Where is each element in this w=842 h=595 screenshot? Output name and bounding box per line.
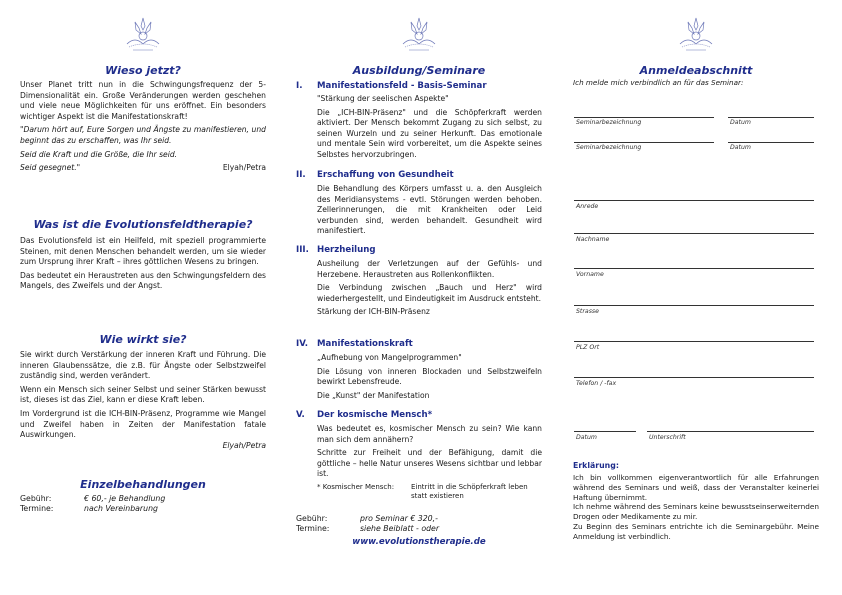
date-field-1[interactable]	[728, 117, 814, 118]
plz-ort-field[interactable]	[574, 341, 814, 342]
seminar-dates-row	[296, 524, 542, 534]
lotus-logo-icon	[123, 14, 163, 54]
seminar-2-title: Erschaffung von Gesundheit	[317, 170, 454, 180]
lotus-logo-icon	[676, 14, 716, 54]
heading-anmeldeabschnitt: Anmeldeabschnitt	[639, 64, 753, 77]
seminar-3-number: III.	[296, 245, 309, 255]
column-anmeldung	[573, 0, 819, 595]
seminar-5-heading	[296, 410, 542, 421]
seminar-2	[296, 170, 542, 240]
wieso-paragraph: Unser Planet tritt nun in die Schwingungsfrequenz der 5-Dimensionalität ein. Große Veränderungen werden geschehen und viele neue Möglichkeiten für uns eröffnet. Ein besonders wichtiger Aspekt ist die Manifestationskraft!	[20, 80, 266, 121]
seminar-4	[296, 339, 542, 404]
plz-ort-label: PLZ Ort	[576, 344, 600, 351]
einzel-fee-row	[20, 494, 266, 504]
nachname-field[interactable]	[574, 233, 814, 234]
column-seminare	[296, 0, 542, 595]
seminar-3-text-2: Die Verbindung zwischen „Bauch und Herz" wird wiederhergestellt, und Eindeutigkeit im Ausdruck entsteht.	[317, 283, 542, 303]
erklaerung-heading: Erklärung:	[573, 461, 619, 470]
erklaerung-text-2: Ich nehme während des Seminars keine bewusstseinserweiternden Drogen oder Medikamente zu mir.	[573, 502, 819, 522]
website-link[interactable]: www.evolutionstherapie.de	[352, 536, 486, 547]
nachname-label: Nachname	[576, 236, 610, 243]
fee-label: Gebühr:	[20, 494, 52, 503]
seminar-1-text: Die „ICH-BIN-Präsenz" und die Schöpferkraft werden aktiviert. Der Mensch bekommt Zugang zu sich selbst, zu seinen Wurzeln und zu seiner Herkunft. Das emotionale und mentale Sein wird vorbereitet, um die Aspekte seines Selbstes hervorzubringen.	[317, 107, 542, 159]
seminar-4-number: IV.	[296, 339, 309, 349]
was-paragraph-2: Das bedeutet ein Heraustreten aus den Schwingungsfeldern des Mangels, des Zweifels und der Angst.	[20, 270, 266, 291]
wie-paragraph-1: Sie wirkt durch Verstärkung der inneren Kraft und Führung. Die inneren Glaubenssätze, die z.B. für Ängste oder Selbstzweifel zuständig sind, werden verändert.	[20, 350, 266, 381]
wie-paragraph-2: Wenn ein Mensch sich seiner Selbst und seiner Stärken bewusst ist, dieses ist das Ziel, kann er diese Kraft leben.	[20, 384, 266, 405]
vorname-label: Vorname	[576, 271, 604, 278]
lotus-logo-icon	[399, 14, 439, 54]
seminar-field-2[interactable]	[574, 142, 714, 143]
wie-signature: Elyah/Petra	[222, 440, 266, 450]
telefon-label: Telefon / -fax	[576, 380, 617, 387]
seminar-3-text-1: Ausheilung der Verletzungen auf der Gefühls- und Herzebene. Heraustreten aus Rollenkonflikten.	[317, 259, 542, 279]
wie-paragraph-3: Im Vordergrund ist die ICH-BIN-Präsenz, Programme wie Mangel und Zweifel haben in Zeiten der Manifestation fatale Auswirkungen.	[20, 408, 266, 440]
seminar-4-heading	[296, 339, 542, 350]
footnote-text: Eintritt in die Schöpferkraft leben statt existieren	[411, 482, 528, 500]
seminar-5-title: Der kosmische Mensch*	[317, 410, 433, 420]
was-paragraph-1: Das Evolutionsfeld ist ein Heilfeld, mit speziell programmierte Steinen, mit denen Menschen behandelt werden, um sie wieder zum Ursprung ihrer Kraft – ihres göttlichen Wesens zu bringen.	[20, 236, 266, 267]
seminar-1-title: Manifestationsfeld - Basis-Seminar	[317, 81, 487, 91]
seminar-3-text-3: Stärkung der ICH-BIN-Präsenz	[317, 307, 430, 317]
strasse-field[interactable]	[574, 305, 814, 306]
erklaerung-section	[573, 460, 819, 542]
erklaerung-text-3: Zu Beginn des Seminars entrichte ich die Seminargebühr. Meine Anmeldung ist verbindlich.	[573, 521, 819, 541]
seminar-4-text-2: Die „Kunst" der Manifestation	[317, 390, 430, 400]
date-label-2: Datum	[730, 144, 751, 151]
seminar-label-2: Seminarbezeichnung	[576, 144, 642, 151]
signature-date-label: Datum	[576, 434, 597, 441]
heading-was-ist: Was ist die Evolutionsfeldtherapie?	[33, 218, 253, 231]
wieso-quote: "Darum hört auf, Eure Sorgen und Ängste zu manifestieren, und beginnt das zu erschaffen, was Ihr seid.	[20, 125, 266, 145]
heading-einzelbehandlungen: Einzelbehandlungen	[80, 478, 206, 491]
anrede-field[interactable]	[574, 200, 814, 201]
seminar-1-heading	[296, 81, 542, 92]
seminar-field-1[interactable]	[574, 117, 714, 118]
dates-value: siehe Beiblatt - oder	[360, 524, 440, 534]
fee-label: Gebühr:	[296, 514, 328, 523]
heading-wie-wirkt: Wie wirkt sie?	[99, 333, 187, 346]
einzel-details	[20, 494, 266, 515]
section-was-ist	[20, 236, 266, 292]
seminar-5-text-1: Was bedeutet es, kosmischer Mensch zu sein? Wie kann man sich dem annähern?	[317, 424, 542, 444]
seminar-fee-row	[296, 514, 542, 524]
wieso-quote-3: Seid gesegnet."	[20, 163, 81, 173]
seminar-1-subtitle: "Stärkung der seelischen Aspekte"	[317, 94, 449, 103]
fee-value: € 60,- je Behandlung	[84, 494, 166, 503]
wieso-quote-2: Seid die Kraft und die Größe, die Ihr seid.	[20, 149, 178, 159]
seminar-1-number: I.	[296, 81, 303, 91]
vorname-field[interactable]	[574, 268, 814, 269]
dates-label: Termine:	[20, 504, 54, 514]
section-wieso	[20, 80, 266, 174]
heading-wieso: Wieso jetzt?	[105, 64, 181, 77]
wieso-signature: Elyah/Petra	[222, 163, 266, 173]
seminar-3	[296, 245, 542, 321]
seminar-4-subtitle: „Aufhebung von Mangelprogrammen"	[317, 353, 462, 362]
wieso-signature-row	[20, 163, 266, 174]
seminar-4-text-1: Die Lösung von inneren Blockaden und Selbstzweifeln bewirkt Lebensfreude.	[317, 366, 542, 387]
seminar-2-number: II.	[296, 170, 306, 180]
signature-date-field[interactable]	[574, 431, 636, 432]
seminar-2-text: Die Behandlung des Körpers umfasst u. a. den Ausgleich des Meridiansystems - evtl. Störungen werden behoben. Zellerinnerungen, die mit Krankheiten oder Leid verbunden sind, werden behandelt. Gesundheit wird manifestiert.	[317, 184, 542, 236]
seminar-5-text-2: Schritte zur Freiheit und der Befähigung, damit die göttliche – helle Natur unseres Wesens sichtbar und lebbar ist.	[317, 448, 542, 479]
heading-ausbildung: Ausbildung/Seminare	[352, 64, 486, 77]
fee-value: pro Seminar € 320,-	[360, 514, 438, 523]
dates-value: nach Vereinbarung	[84, 504, 158, 514]
date-field-2[interactable]	[728, 142, 814, 143]
kosmisch-footnote	[317, 483, 542, 501]
erklaerung-text-1: Ich bin vollkommen eigenverantwortlich für alle Erfahrungen während des Seminars und weiß, dass der Veranstalter keinerlei Haftung übernimmt.	[573, 473, 819, 502]
seminar-3-heading	[296, 245, 542, 256]
signature-label: Unterschrift	[649, 434, 686, 441]
einzel-dates-row	[20, 504, 266, 514]
anrede-label: Anrede	[576, 203, 599, 210]
seminar-1	[296, 81, 542, 164]
section-wie-wirkt	[20, 350, 266, 451]
date-label-1: Datum	[730, 119, 751, 126]
seminar-5	[296, 410, 542, 501]
seminar-4-title: Manifestationskraft	[317, 339, 413, 349]
seminar-3-title: Herzheilung	[317, 245, 376, 255]
signature-field[interactable]	[647, 431, 814, 432]
seminar-2-heading	[296, 170, 542, 181]
footnote-label: * Kosmischer Mensch:	[317, 482, 395, 491]
anmeldung-intro: Ich melde mich verbindlich an für das Seminar:	[573, 78, 744, 87]
telefon-field[interactable]	[574, 377, 814, 378]
seminar-label-1: Seminarbezeichnung	[576, 119, 642, 126]
column-info	[20, 0, 266, 595]
seminar-5-number: V.	[296, 410, 305, 420]
seminar-details	[296, 514, 542, 547]
strasse-label: Strasse	[576, 308, 599, 315]
dates-label: Termine:	[296, 524, 330, 534]
